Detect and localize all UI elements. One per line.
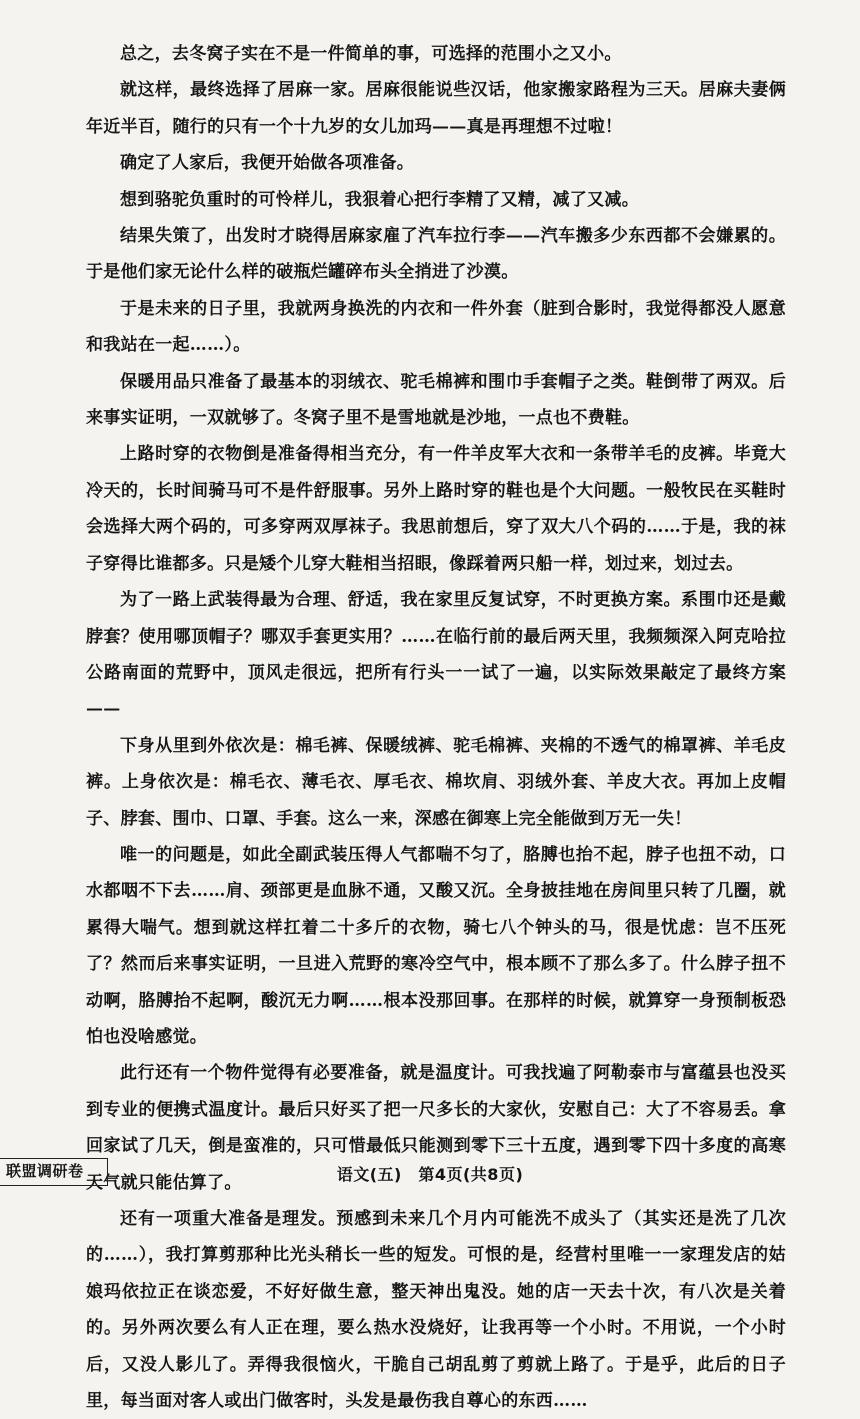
paragraph: 保暖用品只准备了最基本的羽绒衣、驼毛棉裤和围巾手套帽子之类。鞋倒带了两双。后来事实证明，一双就够了。冬窝子里不是雪地就是沙地，一点也不费鞋。 — [86, 371, 786, 429]
paragraph: 总之，去冬窝子实在不是一件简单的事，可选择的范围小之又小。 — [120, 44, 622, 64]
paragraph: 想到骆驼负重时的可怜样儿，我狠着心把行李精了又精，减了又减。 — [120, 189, 639, 210]
paragraph: 还有一项重大准备是理发。预感到未来几个月内可能洗不成头了（其实还是洗了几次的……），我打算剪那种比光头稍长一些的短发。可恨的是，经营村里唯一一家理发店的姑娘玛依拉正在谈恋爱，不好好做生意，整天神出鬼没。她的店一天去十次，有八次是关着的。另外两次要么有人正在理，要么热水没烧好，让我再等一个小时。不用说，一个小时后，又没人影儿了。弄得我很恼火，干脆自己胡乱剪了剪就上路了。于是乎，此后的日子里，每当面对客人或出门做客时，头发是最伤我自尊心的东西…… — [86, 1209, 786, 1412]
paragraph: 于是未来的日子里，我就两身换洗的内衣和一件外套（脏到合影时，我觉得都没人愿意和我站在一起……）。 — [86, 298, 786, 356]
paragraph: 为了一路上武装得最为合理、舒适，我在家里反复试穿，不时更换方案。系围巾还是戴脖套？使用哪顶帽子？哪双手套更实用？……在临行前的最后两天里，我频频深入阿克哈拉公路南面的荒野中，顶风走很远，把所有行头一一试了一遍，以实际效果敲定了最终方案—— — [86, 590, 786, 720]
paragraph: 确定了人家后，我便开始做各项准备。 — [120, 153, 415, 174]
page-number-label: 语文(五) 第4页(共8页) — [336, 1165, 524, 1184]
paragraph: 上路时穿的衣物倒是准备得相当充分，有一件羊皮军大衣和一条带羊毛的皮裤。毕竟大冷天的，长时间骑马可不是件舒服事。另外上路时穿的鞋也是个大问题。一般牧民在买鞋时会选择大两个码的，可多穿两双厚袜子。我思前想后，穿了双大八个码的……于是，我的袜子穿得比谁都多。只是矮个儿穿大鞋相当招眼，像踩着两只船一样，划过来，划过去。 — [86, 444, 786, 574]
paragraph: 下身从里到外依次是：棉毛裤、保暖绒裤、驼毛棉裤、夹棉的不透气的棉罩裤、羊毛皮裤。上身依次是：棉毛衣、薄毛衣、厚毛衣、棉坎肩、羽绒外套、羊皮大衣。再加上皮帽子、脖套、围巾、口罩、手套。这么一来，深感在御寒上完全能做到万无一失！ — [86, 735, 786, 829]
paragraph: 唯一的问题是，如此全副武装压得人气都喘不匀了，胳膊也抬不起，脖子也扭不动，口水都咽不下去……肩、颈部更是血脉不通，又酸又沉。全身披挂地在房间里只转了几圈，就累得大喘气。想到就这样扛着二十多斤的衣物，骑七八个钟头的马，很是忧虑：岂不压死了？然而后来事实证明，一旦进入荒野的寒冷空气中，根本顾不了那么多了。什么脖子扭不动啊，胳膊抬不起啊，酸沉无力啊……根本没那回事。在那样的时候，就算穿一身预制板恐怕也没啥感觉。 — [86, 844, 786, 1047]
exam-series-logo: 联盟调研卷 — [0, 1158, 108, 1186]
paragraph: 此行还有一个物件觉得有必要准备，就是温度计。可我找遍了阿勒泰市与富蕴县也没买到专业的便携式温度计。最后只好买了把一尺多长的大家伙，安慰自己：大了不容易丢。拿回家试了几天，倒是蛮准的，只可惜最低只能测到零下三十五度，遇到零下四十多度的高寒天气就只能估算了。 — [86, 1063, 786, 1193]
article-body — [86, 36, 786, 1419]
paragraph: 就这样，最终选择了居麻一家。居麻很能说些汉话，他家搬家路程为三天。居麻夫妻俩年近半百，随行的只有一个十九岁的女儿加玛——真是再理想不过啦！ — [86, 80, 786, 137]
paragraph: 结果失策了，出发时才晓得居麻家雇了汽车拉行李——汽车搬多少东西都不会嫌累的。于是他们家无论什么样的破瓶烂罐碎布头全捎进了沙漠。 — [86, 226, 786, 283]
